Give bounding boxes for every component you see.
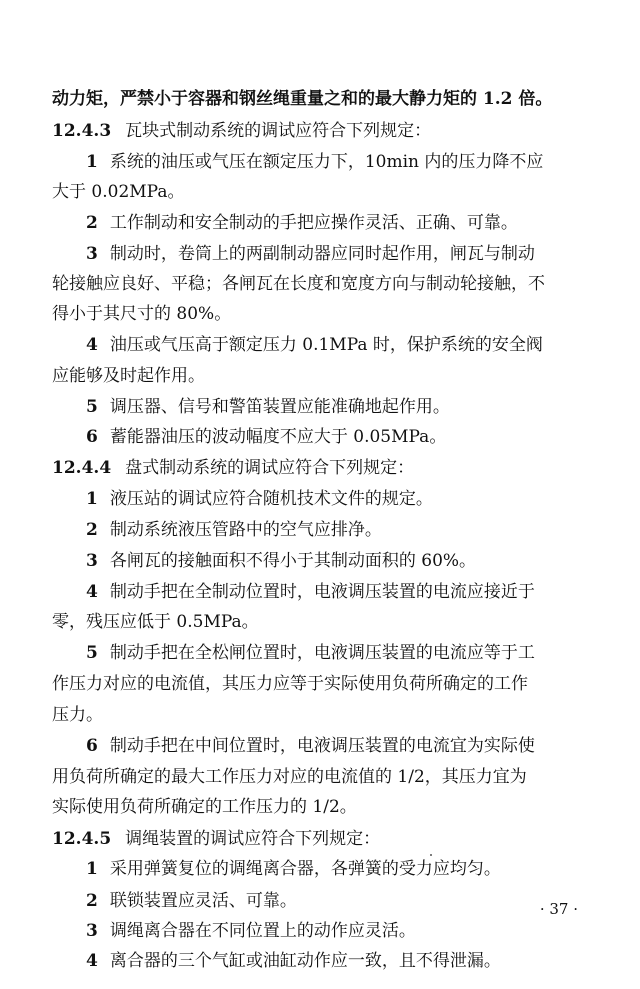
item-number: 2 <box>86 891 98 911</box>
item-text: 系统的油压或气压在额定压力下，10min 内的压力降不应 <box>109 152 544 172</box>
page-number: · 37 · <box>539 900 578 918</box>
item-number: 1 <box>86 489 98 509</box>
section-number: 12.4.4 <box>52 458 112 478</box>
item-text: 采用弹簧复位的调绳离合器，各弹簧的受力应均匀。 <box>109 859 501 879</box>
item-text: 调绳离合器在不同位置上的动作应灵活。 <box>109 921 416 941</box>
item-number: 3 <box>86 551 98 571</box>
item-text: 蓄能器油压的波动幅度不应大于 0.05MPa。 <box>109 427 447 447</box>
continued-paragraph-line <box>52 88 590 110</box>
item-text: 油压或气压高于额定压力 0.1MPa 时，保护系统的安全阀 <box>109 335 543 355</box>
line-text: 应能够及时起作用。 <box>52 366 205 386</box>
item-number: 4 <box>86 582 98 602</box>
item-text: 制动时，卷筒上的两副制动器应同时起作用，闸瓦与制动 <box>109 244 535 264</box>
continuation-line <box>52 704 590 726</box>
item-number: 1 <box>86 859 98 879</box>
list-item <box>86 212 590 234</box>
section-heading-12.4.4 <box>52 457 590 479</box>
item-number: 2 <box>86 520 98 540</box>
list-item <box>86 426 590 448</box>
scan-speck <box>430 854 432 856</box>
item-number: 4 <box>86 951 98 971</box>
list-item <box>86 151 590 173</box>
item-number: 1 <box>86 152 98 172</box>
list-item <box>86 334 590 356</box>
list-item <box>86 735 590 757</box>
line-text: 用负荷所确定的最大工作压力对应的电流值的 1/2，其压力宜为 <box>52 767 527 787</box>
item-number: 2 <box>86 213 98 233</box>
item-text: 调压器、信号和警笛装置应能准确地起作用。 <box>109 397 450 417</box>
line-text: 轮接触应良好、平稳；各闸瓦在长度和宽度方向与制动轮接触，不 <box>52 274 545 294</box>
line-text: 压力。 <box>52 705 103 725</box>
list-item <box>86 581 590 603</box>
item-text: 离合器的三个气缸或油缸动作应一致，且不得泄漏。 <box>109 951 501 971</box>
item-text: 制动手把在全松闸位置时，电液调压装置的电流应等于工 <box>109 643 535 663</box>
section-number: 12.4.5 <box>52 829 112 849</box>
list-item <box>86 550 590 572</box>
list-item <box>86 488 590 510</box>
continuation-line <box>52 181 590 203</box>
item-number: 5 <box>86 643 98 663</box>
list-item <box>86 920 590 942</box>
line-text: 作压力对应的电流值，其压力应等于实际使用负荷所确定的工作 <box>52 674 528 694</box>
section-heading-12.4.3 <box>52 120 590 142</box>
item-text: 制动手把在中间位置时，电液调压装置的电流宜为实际使 <box>109 736 535 756</box>
item-number: 5 <box>86 397 98 417</box>
section-title: 调绳装置的调试应符合下列规定： <box>125 829 381 849</box>
list-item <box>86 858 590 880</box>
item-text: 各闸瓦的接触面积不得小于其制动面积的 60%。 <box>109 551 477 571</box>
continuation-line <box>52 611 590 633</box>
list-item <box>86 642 590 664</box>
item-number: 6 <box>86 736 98 756</box>
line-text: 实际使用负荷所确定的工作压力的 1/2。 <box>52 797 357 817</box>
list-item <box>86 243 590 265</box>
item-text: 工作制动和安全制动的手把应操作灵活、正确、可靠。 <box>109 213 518 233</box>
section-number: 12.4.3 <box>52 121 112 141</box>
item-text: 制动系统液压管路中的空气应排净。 <box>109 520 382 540</box>
item-number: 4 <box>86 335 98 355</box>
line-text: 零，残压应低于 0.5MPa。 <box>52 612 259 632</box>
continuation-line <box>52 303 590 325</box>
list-item <box>86 890 590 912</box>
item-text: 制动手把在全制动位置时，电液调压装置的电流应接近于 <box>109 582 535 602</box>
continuation-line <box>52 273 590 295</box>
item-number: 3 <box>86 244 98 264</box>
item-number: 6 <box>86 427 98 447</box>
continuation-line <box>52 365 590 387</box>
line-text: 得小于其尺寸的 80%。 <box>52 304 232 324</box>
section-title: 瓦块式制动系统的调试应符合下列规定： <box>125 121 432 141</box>
list-item <box>86 519 590 541</box>
continuation-line <box>52 766 590 788</box>
item-text: 液压站的调试应符合随机技术文件的规定。 <box>109 489 433 509</box>
section-title: 盘式制动系统的调试应符合下列规定： <box>125 458 415 478</box>
continuation-line <box>52 796 590 818</box>
line-text: 动力矩，严禁小于容器和钢丝绳重量之和的最大静力矩的 1.2 倍。 <box>52 89 553 109</box>
continuation-line <box>52 673 590 695</box>
item-number: 3 <box>86 921 98 941</box>
list-item <box>86 950 590 972</box>
item-text: 联锁装置应灵活、可靠。 <box>109 891 297 911</box>
section-heading-12.4.5 <box>52 828 590 850</box>
line-text: 大于 0.02MPa。 <box>52 182 185 202</box>
list-item <box>86 396 590 418</box>
